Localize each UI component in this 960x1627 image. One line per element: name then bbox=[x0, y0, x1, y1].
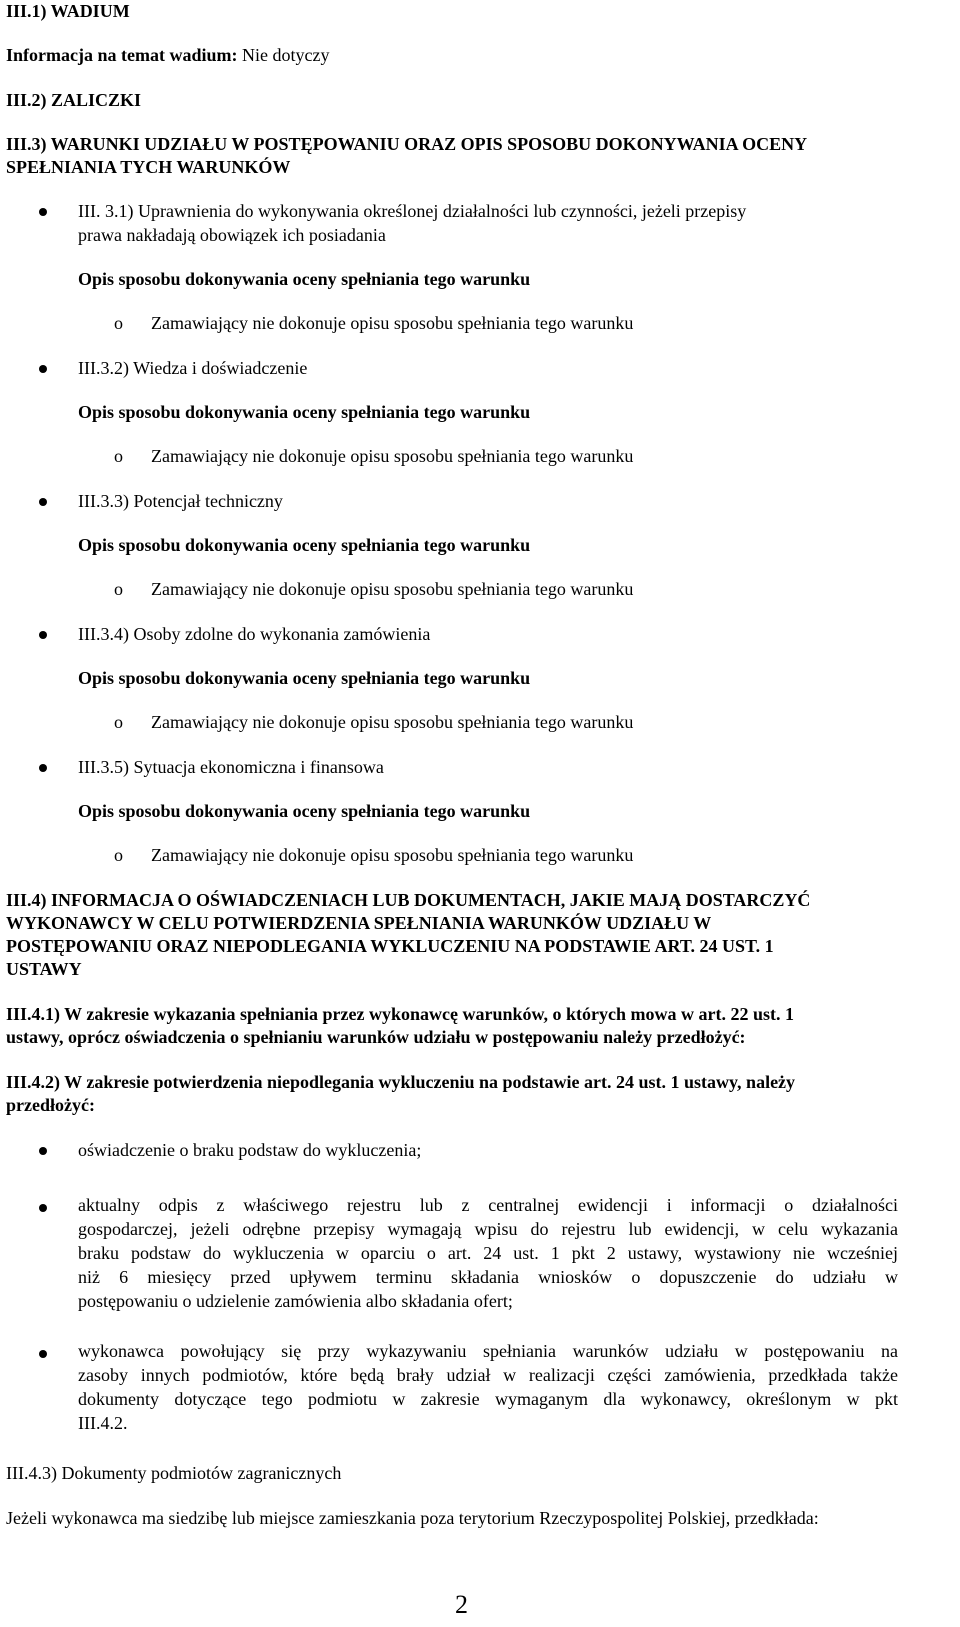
condition-1-title-line2: prawa nakładają obowiązek ich posiadania bbox=[78, 225, 386, 245]
item-3-line: zasoby innych podmiotów, które będą brały udział w realizacji części zamówienia, przedkłada także bbox=[78, 1365, 898, 1385]
item-2-line: aktualny odpis z właściwego rejestru lub z centralnej ewidencji i informacji o działalności bbox=[78, 1195, 898, 1215]
informacja-heading-line1: III.4) INFORMACJA O OŚWIADCZENIACH LUB DOKUMENTACH, JAKIE MAJĄ DOSTARCZYĆ bbox=[6, 890, 811, 910]
item-2-line: gospodarczej, jeżeli odrębne przepisy wymagają wpisu do rejestru lub ewidencji, w celu wykazania bbox=[78, 1219, 898, 1239]
informacja-heading-line3: POSTĘPOWANIU ORAZ NIEPODLEGANIA WYKLUCZENIU NA PODSTAWIE ART. 24 UST. 1 bbox=[6, 936, 774, 956]
wadium-heading: III.1) WADIUM bbox=[6, 1, 130, 21]
condition-3-title: III.3.3) Potencjał techniczny bbox=[78, 491, 283, 511]
s42-line1: III.4.2) W zakresie potwierdzenia niepodlegania wykluczeniu na podstawie art. 24 ust. 1 ustawy, należy bbox=[6, 1072, 796, 1092]
warunki-heading-line1: III.3) WARUNKI UDZIAŁU W POSTĘPOWANIU ORAZ OPIS SPOSOBU DOKONYWANIA OCENY bbox=[6, 134, 808, 154]
bullet-dot bbox=[39, 365, 47, 373]
condition-1-desc-text: Zamawiający nie dokonuje opisu sposobu spełniania tego warunku bbox=[151, 313, 634, 333]
bullet-dot bbox=[39, 498, 47, 506]
condition-4-desc-heading: Opis sposobu dokonywania oceny spełniania tego warunku bbox=[78, 668, 531, 688]
condition-4-desc-text: Zamawiający nie dokonuje opisu sposobu spełniania tego warunku bbox=[151, 712, 634, 732]
condition-1-title-line1: III. 3.1) Uprawnienia do wykonywania określonej działalności lub czynności, jeżeli przepisy bbox=[78, 201, 747, 221]
condition-5-desc-text: Zamawiający nie dokonuje opisu sposobu spełniania tego warunku bbox=[151, 845, 634, 865]
bullet-dot bbox=[39, 631, 47, 639]
bullet-dot bbox=[39, 208, 47, 216]
condition-1-sub-bullet: o bbox=[114, 313, 123, 333]
condition-3-desc-heading: Opis sposobu dokonywania oceny spełniania tego warunku bbox=[78, 535, 531, 555]
condition-1-desc-heading: Opis sposobu dokonywania oceny spełniania tego warunku bbox=[78, 269, 531, 289]
item-3-line: wykonawca powołujący się przy wykazywaniu spełniania warunków udziału w postępowaniu na bbox=[78, 1341, 898, 1361]
s41-line1: III.4.1) W zakresie wykazania spełniania przez wykonawcę warunków, o których mowa w art. 22 ust. 1 bbox=[6, 1004, 795, 1024]
condition-3-sub-bullet: o bbox=[114, 579, 123, 599]
condition-2-title: III.3.2) Wiedza i doświadczenie bbox=[78, 358, 308, 378]
page-number: 2 bbox=[455, 1590, 468, 1619]
bullet-dot bbox=[39, 764, 47, 772]
condition-2-desc-heading: Opis sposobu dokonywania oceny spełniania tego warunku bbox=[78, 402, 531, 422]
condition-2-sub-bullet: o bbox=[114, 446, 123, 466]
wadium-info bbox=[6, 44, 329, 66]
bullet-dot bbox=[39, 1350, 47, 1358]
item-2-line: postępowaniu o udzielenie zamówienia albo składania ofert; bbox=[78, 1291, 513, 1311]
condition-5-sub-bullet: o bbox=[114, 845, 123, 865]
item-2-line: braku podstaw do wykluczenia w oparciu o art. 24 ust. 1 pkt 2 ustawy, wystawiony nie wcześniej bbox=[78, 1243, 898, 1263]
item-2-paragraph bbox=[78, 1194, 898, 1314]
wadium-info-value: Nie dotyczy bbox=[237, 45, 330, 65]
condition-3-desc-text: Zamawiający nie dokonuje opisu sposobu spełniania tego warunku bbox=[151, 579, 634, 599]
s42-line2: przedłożyć: bbox=[6, 1095, 95, 1115]
s43-heading: III.4.3) Dokumenty podmiotów zagranicznych bbox=[6, 1463, 342, 1483]
s41-line2: ustawy, oprócz oświadczenia o spełnianiu warunków udziału w postępowaniu należy przedłożyć: bbox=[6, 1027, 746, 1047]
wadium-info-label: Informacja na temat wadium: bbox=[6, 45, 238, 65]
item-3-paragraph bbox=[78, 1340, 898, 1436]
condition-2-desc-text: Zamawiający nie dokonuje opisu sposobu spełniania tego warunku bbox=[151, 446, 634, 466]
item-3-line: III.4.2. bbox=[78, 1413, 128, 1433]
condition-4-title: III.3.4) Osoby zdolne do wykonania zamówienia bbox=[78, 624, 431, 644]
condition-4-sub-bullet: o bbox=[114, 712, 123, 732]
item-3-line: dokumenty dotyczące tego podmiotu w zakresie wymaganym dla wykonawcy, określonym w pkt bbox=[78, 1389, 898, 1409]
informacja-heading-line4: USTAWY bbox=[6, 959, 82, 979]
condition-5-title: III.3.5) Sytuacja ekonomiczna i finansowa bbox=[78, 757, 384, 777]
bullet-dot bbox=[39, 1147, 47, 1155]
zaliczki-heading: III.2) ZALICZKI bbox=[6, 90, 142, 110]
item-1-text: oświadczenie o braku podstaw do wykluczenia; bbox=[78, 1140, 422, 1160]
condition-5-desc-heading: Opis sposobu dokonywania oceny spełniania tego warunku bbox=[78, 801, 531, 821]
item-2-line: niż 6 miesięcy przed upływem terminu składania wniosków o dopuszczenie do udziału w bbox=[78, 1267, 898, 1287]
warunki-heading-line2: SPEŁNIANIA TYCH WARUNKÓW bbox=[6, 157, 291, 177]
bullet-dot bbox=[39, 1204, 47, 1212]
informacja-heading-line2: WYKONAWCY W CELU POTWIERDZENIA SPEŁNIANIA WARUNKÓW UDZIAŁU W bbox=[6, 913, 712, 933]
s43-text: Jeżeli wykonawca ma siedzibę lub miejsce zamieszkania poza terytorium Rzeczypospolitej Polskiej, przedkłada: bbox=[6, 1508, 819, 1528]
